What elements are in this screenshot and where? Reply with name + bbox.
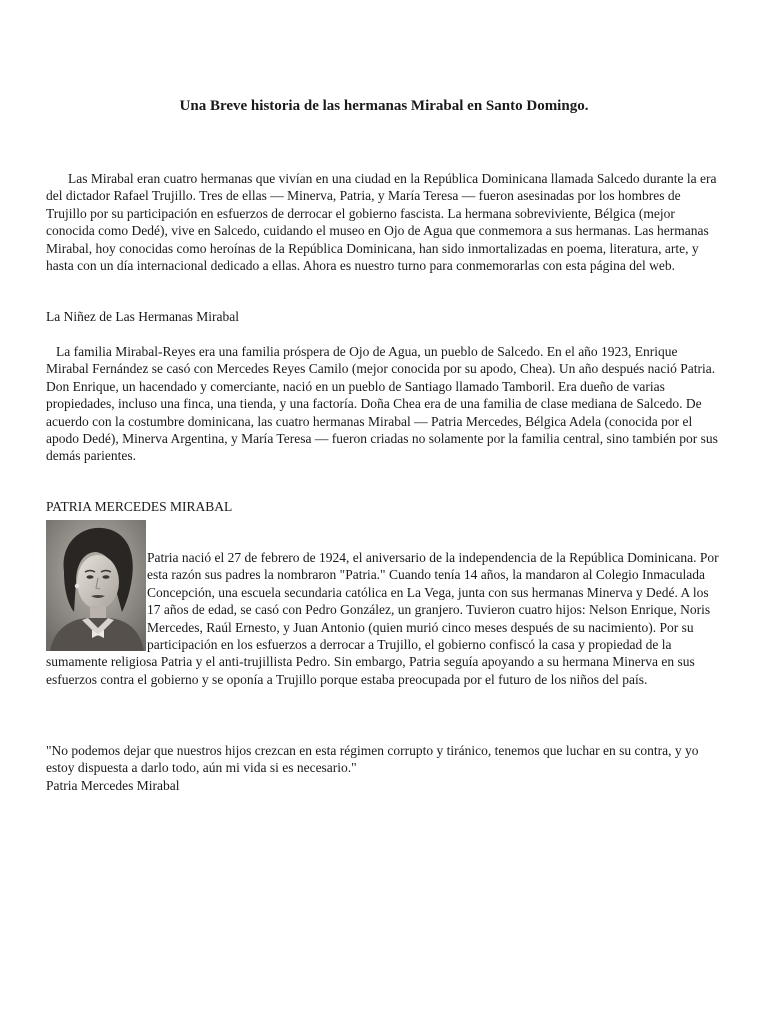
page-title: Una Breve historia de las hermanas Mirabal en Santo Domingo. (179, 98, 589, 114)
portrait-photo (46, 520, 146, 651)
quote-block (46, 742, 722, 794)
patria-paragraph-text: Patria nació el 27 de febrero de 1924, el aniversario de la independencia de la República Dominicana. Por esta razón sus padres la nombraron "Patria." Cuando tenía 14 años, la mandaron al Colegio Inmaculada Concepción, una escuela secundaria católica en La Vega, junta con sus hermanas Minerva y Dedé. A los 17 años de edad, se casó con Pedro González, un granjero. Tuvieron cuatro hijos: Nelson Enrique, Noris Mercedes, Raúl Ernesto, y Juan Antonio (quien murió cinco meses después de su nacimiento). Por su participación en los esfuerzos a derrocar a Trujillo, el gobierno confiscó la casa y propiedad de la sumamente religiosa Patria y el anti-trujillista Pedro. Sin embargo, Patria seguía apoyando a su hermana Minerva en sus esfuerzos contra el gobierno y se oponía a Trujillo porque estaba preocupada por el futuro de los niños del país. (46, 550, 719, 687)
intro-paragraph: Las Mirabal eran cuatro hermanas que vivían en una ciudad en la República Dominicana llamada Salcedo durante la era del dictador Rafael Trujillo. Tres de ellas — Minerva, Patria, y María Teresa — fueron asesinadas por los hombres de Trujillo por su participación en esfuerzos de derrocar el gobierno fascista. La hermana sobreviviente, Bélgica (mejor conocida como Dedé), vive en Salcedo, cuidando el museo en Ojo de Agua que conmemora a sus hermanas. Las hermanas Mirabal, hoy conocidas como heroínas de la República Dominicana, han sido inmortalizadas en poema, literatura, arte, y hasta con un día internacional dedicado a ellas. Ahora es nuestro turno para conmemorarlas con esta página del web. (46, 171, 717, 274)
quote-text: "No podemos dejar que nuestros hijos crezcan en esta régimen corrupto y tiránico, tenemos que luchar en su contra, y yo estoy dispuesta a darlo todo, aún mi vida si es necesario." (46, 743, 699, 776)
quote-author: Patria Mercedes Mirabal (46, 777, 180, 793)
section-heading-ninez: La Niñez de Las Hermanas Mirabal (46, 309, 240, 324)
portrait-image (46, 520, 146, 651)
patria-paragraph (46, 549, 722, 688)
section-heading-patria: PATRIA MERCEDES MIRABAL (46, 499, 233, 514)
ninez-paragraph: La familia Mirabal-Reyes era una familia próspera de Ojo de Agua, un pueblo de Salcedo. En el año 1923, Enrique Mirabal Fernández se casó con Mercedes Reyes Camilo (mejor conocida por su apodo, Chea). Un año después nació Patria. Don Enrique, un hacendado y comerciante, nació en un pueblo de Santiago llamado Tamboril. Era dueño de varias propiedades, incluso una finca, una tienda, y una factoría. Doña Chea era de una familia de clase mediana de Salcedo. De acuerdo con la costumbre dominicana, las cuatro hermanas Mirabal — Patria Mercedes, Bélgica Adela (conocida por el apodo Dedé), Minerva Argentina, y María Teresa — fueron criadas no solamente por la familia central, sino también por sus demás parientes. (46, 344, 718, 464)
